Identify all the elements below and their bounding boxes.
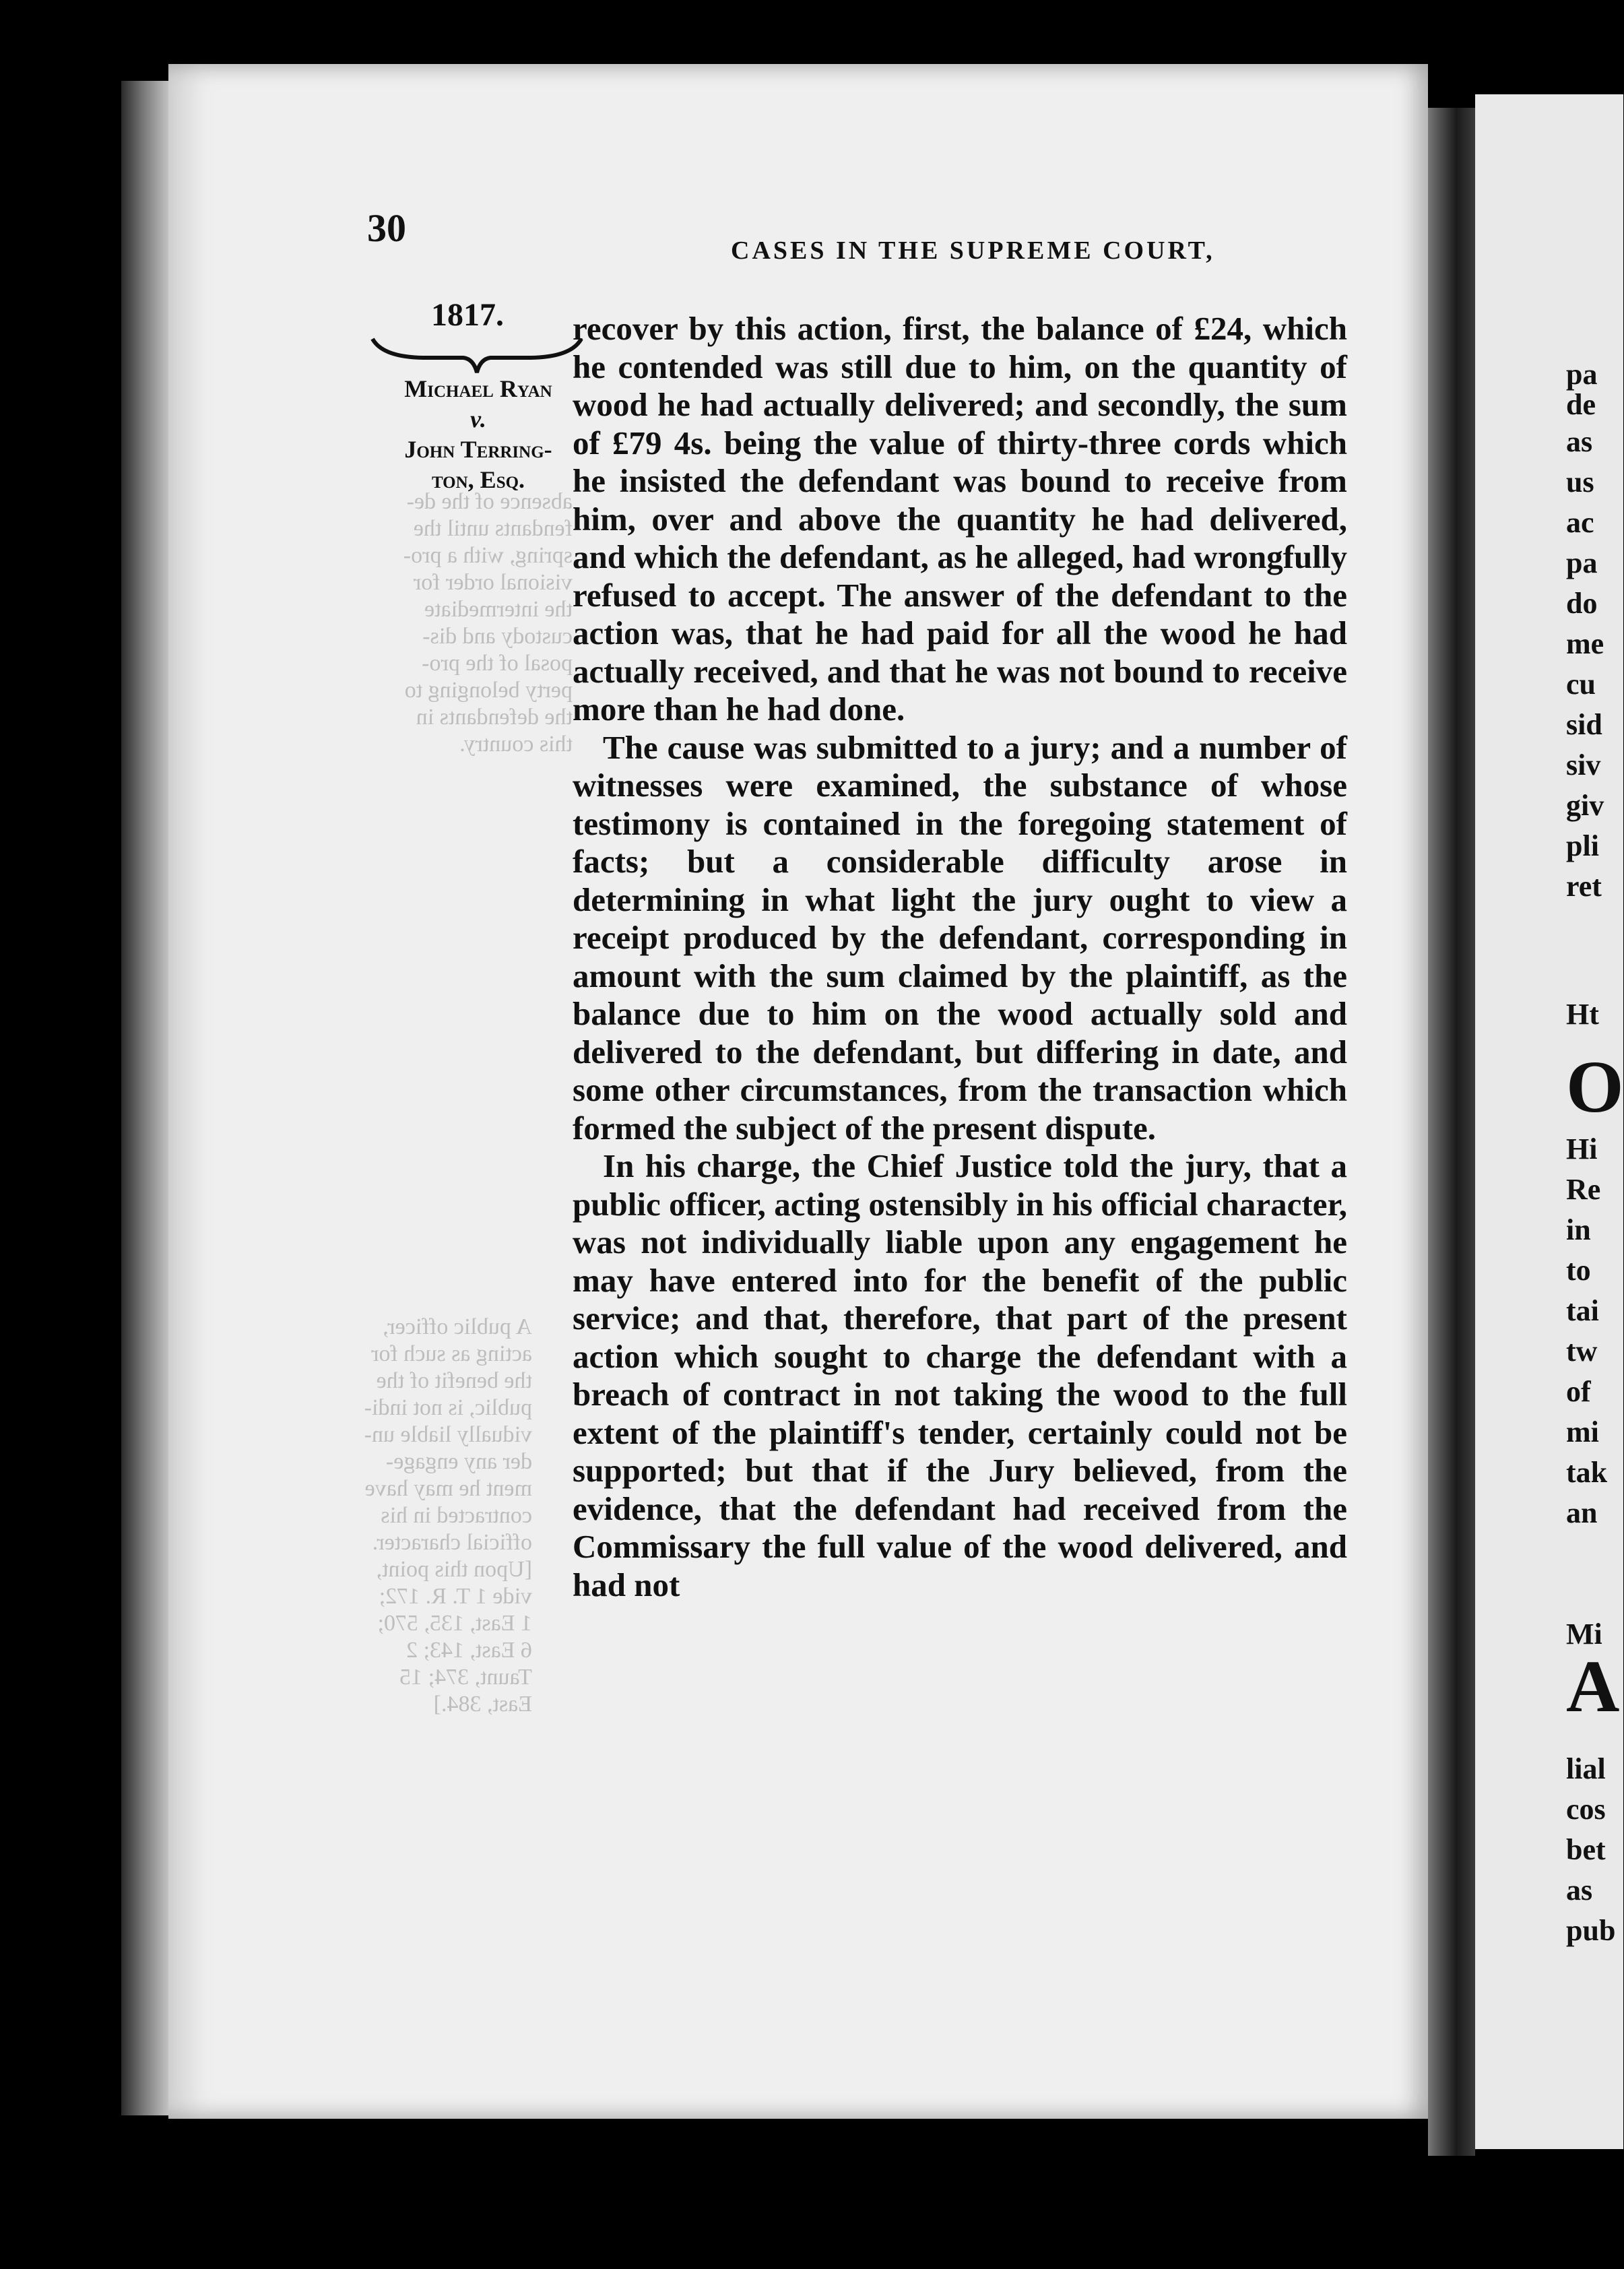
facing-page-fragment: tak <box>1566 1456 1608 1489</box>
body-paragraph: In his charge, the Chief Justice told the jury, that a public officer, acting ostensibly in his official character, was not individually liable upon any engagement he may have entered into for the benefit of the public service; and that, therefore, that part of the present action which sought to charge the defendant with a breach of contract in not taking the wood to the full extent of the plaintiff's tender, certainly could not be supported; but that if the Jury believed, from the evidence, that the defendant had received from the Commissary the full value of the wood delivered, and had not <box>573 1147 1347 1603</box>
body-paragraph: recover by this action, first, the balance of £24, which he contended was still due to him, on the quantity of wood he had actually delivered; and secondly, the sum of £79 4s. being the value of thirty-three cords which he insisted the defendant was bound to receive from him, over and above the quantity he had delivered, and which the defendant, as he alleged, had wrongfully refused to accept. The answer of the defendant to the action was, that he had paid for all the wood he had actually received, and that he was not bound to receive more than he had done. <box>573 310 1347 728</box>
facing-page-fragment: of <box>1566 1375 1591 1408</box>
facing-page-fragment: tai <box>1566 1294 1599 1327</box>
facing-page-fragment: Mi <box>1566 1618 1602 1651</box>
facing-page-fragment: sid <box>1566 708 1602 741</box>
margin-year: 1817. <box>431 297 504 333</box>
facing-page-fragment: tw <box>1566 1335 1598 1368</box>
brace-ornament <box>369 333 585 374</box>
case-defendant-line2: ton, Esq. <box>431 466 525 493</box>
body-text <box>573 310 1347 1604</box>
facing-page-fragment: lial <box>1566 1752 1606 1785</box>
facing-page-fragment: cu <box>1566 668 1596 701</box>
case-defendant-line1: John Terring- <box>404 436 552 463</box>
facing-page-fragment: in <box>1566 1213 1591 1246</box>
left-page-edge <box>121 81 175 2115</box>
book-spine <box>1428 108 1475 2156</box>
facing-page-fragment: pub <box>1566 1914 1616 1947</box>
facing-page-fragment: de <box>1566 388 1596 421</box>
scan-bottom-border <box>0 2156 1611 2269</box>
facing-page-fragment: an <box>1566 1496 1598 1529</box>
facing-page-fragment: Hi <box>1566 1132 1598 1165</box>
show-through-text: A public officer, acting as such for the benefit of the public, is not indi- vidually liable un- der any engage- ment he may have contracted in his official character. [Upon this point, vide 1 T. R. 172; 1 East, 135, 570; 6 East, 143; 2 Taunt, 374; 15 East, 384.] <box>364 1314 532 1717</box>
show-through-text: absence of the de- fendants until the spring, with a pro- visional order for the intermediate custody and dis- posal of the pro- perty belonging to the defendants in this country. <box>403 489 573 757</box>
case-versus: v. <box>470 406 486 433</box>
facing-page-fragment: ret <box>1566 870 1602 903</box>
facing-page-fragment: me <box>1566 627 1604 660</box>
facing-page-fragment: siv <box>1566 748 1601 781</box>
facing-page-fragment: O <box>1566 1046 1624 1128</box>
facing-page-fragment: bet <box>1566 1833 1606 1866</box>
facing-page-fragment: us <box>1566 466 1594 499</box>
facing-page-fragment: Re <box>1566 1173 1601 1206</box>
facing-page-fragment: to <box>1566 1254 1591 1287</box>
facing-page-fragment: pa <box>1566 358 1598 391</box>
facing-page-fragment: ac <box>1566 506 1594 539</box>
case-plaintiff: Michael Ryan <box>404 375 552 402</box>
body-paragraph: The cause was submitted to a jury; and a number of witnesses were examined, the substance of whose testimony is contained in the foregoing statement of facts; but a considerable difficulty arose in determining in what light the jury ought to view a receipt produced by the defendant, corresponding in amount with the sum claimed by the plaintiff, as the balance due to him on the wood actually sold and delivered to the defendant, but differing in date, and some other circumstances, from the transaction which formed the subject of the present dispute. <box>573 728 1347 1147</box>
facing-page-fragment: as <box>1566 425 1593 458</box>
facing-page-fragment: cos <box>1566 1793 1606 1826</box>
facing-page-fragment: Ht <box>1566 998 1599 1031</box>
facing-page-fragment: pa <box>1566 546 1598 579</box>
case-name <box>364 374 593 495</box>
facing-page-fragment: mi <box>1566 1415 1599 1448</box>
facing-page-fragment: A <box>1566 1645 1620 1727</box>
facing-page-fragment: pli <box>1566 829 1599 862</box>
facing-page-fragment: do <box>1566 587 1598 620</box>
running-title: CASES IN THE SUPREME COURT, <box>731 236 1215 265</box>
facing-page-fragment: giv <box>1566 789 1604 822</box>
facing-page-fragment: as <box>1566 1874 1593 1907</box>
page-number: 30 <box>367 206 406 250</box>
